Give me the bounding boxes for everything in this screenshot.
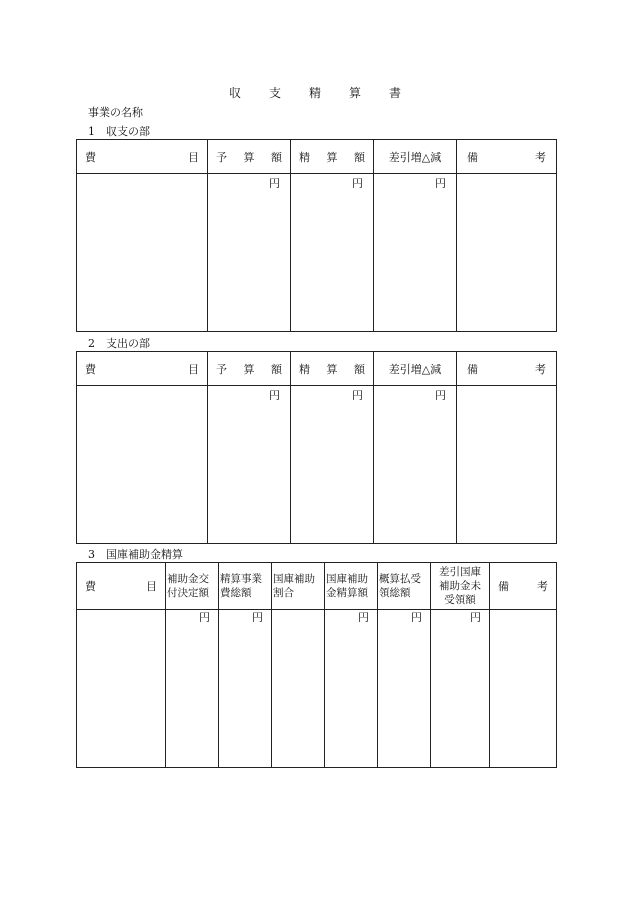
- budget-cell[interactable]: 円: [208, 174, 291, 332]
- unreceived-cell[interactable]: 円: [431, 610, 490, 768]
- item-cell[interactable]: [77, 386, 208, 544]
- expenditure-table: [76, 351, 557, 544]
- header-subsidy-rate: 国庫補助 割合: [272, 563, 325, 610]
- section1-title: 1 収支の部: [88, 125, 150, 138]
- settled-cell[interactable]: 円: [291, 174, 374, 332]
- advance-total-cell[interactable]: 円: [378, 610, 431, 768]
- header-settled: 精 算 額: [291, 352, 374, 386]
- budget-cell[interactable]: 円: [208, 386, 291, 544]
- settled-cell[interactable]: 円: [291, 386, 374, 544]
- grant-decided-cell[interactable]: 円: [166, 610, 219, 768]
- header-subsidy-settled: 国庫補助 金精算額: [325, 563, 378, 610]
- header-item: 費 目: [77, 563, 166, 610]
- header-budget: 予 算 額: [208, 352, 291, 386]
- header-grant-decided: 補助金交 付決定額: [166, 563, 219, 610]
- expenditure-table-header-row: [77, 352, 557, 386]
- subsidy-settled-cell[interactable]: 円: [325, 610, 378, 768]
- remarks-cell[interactable]: [457, 386, 557, 544]
- header-item: 費 目: [77, 140, 208, 174]
- item-cell[interactable]: [77, 610, 166, 768]
- item-cell[interactable]: [77, 174, 208, 332]
- subsidy-table: [76, 562, 557, 768]
- header-difference: 差引増△減: [374, 140, 457, 174]
- income-table: [76, 139, 557, 332]
- section3-title: 3 国庫補助金精算: [88, 548, 183, 561]
- difference-cell[interactable]: 円: [374, 174, 457, 332]
- section2-title: 2 支出の部: [88, 337, 150, 350]
- header-project-total: 精算事業 費総額: [219, 563, 272, 610]
- income-table-body-row: [77, 174, 557, 332]
- remarks-cell[interactable]: [457, 174, 557, 332]
- document-title: 収 支 精 算 書: [228, 86, 402, 100]
- subsidy-table-header-row: [77, 563, 557, 610]
- header-item: 費 目: [77, 352, 208, 386]
- income-table-header-row: [77, 140, 557, 174]
- header-remarks: 備 考: [457, 352, 557, 386]
- header-remarks: 備 考: [490, 563, 557, 610]
- header-remarks: 備 考: [457, 140, 557, 174]
- header-settled: 精 算 額: [291, 140, 374, 174]
- subsidy-rate-cell[interactable]: [272, 610, 325, 768]
- subsidy-table-body-row: [77, 610, 557, 768]
- header-budget: 予 算 額: [208, 140, 291, 174]
- project-total-cell[interactable]: 円: [219, 610, 272, 768]
- remarks-cell[interactable]: [490, 610, 557, 768]
- project-name-label: 事業の名称: [88, 106, 143, 119]
- header-unreceived: 差引国庫 補助金未 受領額: [431, 563, 490, 610]
- header-advance-total: 概算払受 領総額: [378, 563, 431, 610]
- expenditure-table-body-row: [77, 386, 557, 544]
- difference-cell[interactable]: 円: [374, 386, 457, 544]
- header-difference: 差引増△減: [374, 352, 457, 386]
